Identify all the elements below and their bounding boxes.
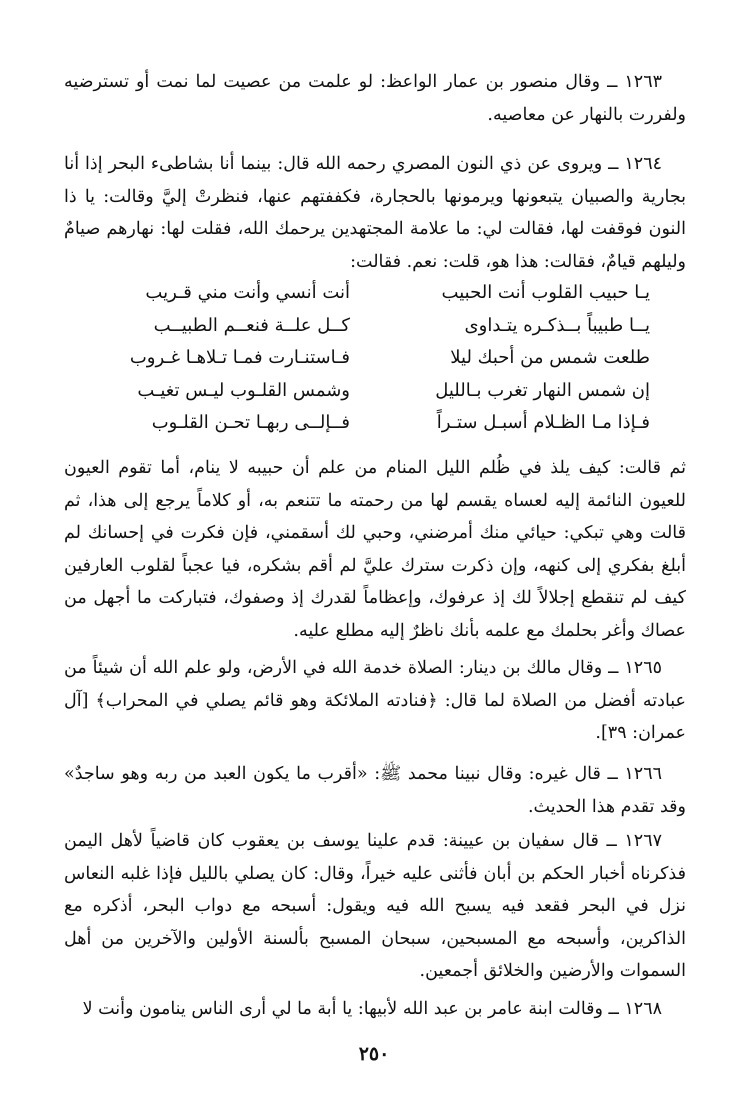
paragraph-text: ثم قالت: كيف يلذ في ظُلم الليل المنام من علم أن حبيبه لا ينام، أما تقوم العيون للعيون النائمة إليه لعساه يقسم لها من رحمته ما تتنعم به، أو كلاماً يرجع إلى هذا، ثم قالت وهي تبكي: حيائي منك أمرضني، وحبي لك أسقمني، فإن فكرت في إحسانك لم أبلغ بفكري إلى كنهه، وإن ذكرت سترك عليَّ لم أقم بشكره، فيا عجباً لقلوب العارفين كيف لم تنقطع إجلالاً لك إذ عرفوك، وإعظاماً لقدرك إذ وصفوك، فتباركت ما أجهل من عصاك وأغر بحلمك مع علمه بأنك ناظرٌ إليه مطلع عليه. <box>64 458 686 641</box>
poem <box>110 282 650 445</box>
poem-verse <box>110 412 650 445</box>
verse-first-hemistich: يــا طبيباً بــذكـره يتـداوى <box>464 314 650 336</box>
paragraph-1263 <box>64 66 686 131</box>
paragraph-1266 <box>64 758 686 823</box>
paragraph-1265 <box>64 652 686 750</box>
verse-first-hemistich: فـإذا مـا الظـلام أسبـل ستـراً <box>436 412 650 433</box>
poem-verse <box>110 380 650 413</box>
paragraph-1268 <box>64 993 686 1026</box>
page-number: ٢٥٠ <box>358 1043 390 1065</box>
paragraph-text: ١٢٦٥ ــ وقال مالك بن دينار: الصلاة خدمة الله في الأرض، ولو علم الله أن شيئاً من عبادته أفضل من الصلاة لما قال: ﴿فنادته الملائكة وهو قائم يصلي في المحراب﴾ [آل عمران: ٣٩]. <box>64 658 686 743</box>
verse-second-hemistich: فــإلــى ربهـا تحـن القلـوب <box>151 412 350 433</box>
paragraph-text: ١٢٦٨ ــ وقالت ابنة عامر بن عبد الله لأبيها: يا أبة ما لي أرى الناس ينامون وأنت لا <box>82 999 662 1019</box>
verse-second-hemistich: فـاستنـارت فمـا تـلاهـا غـروب <box>129 347 350 368</box>
verse-first-hemistich: يـا حبيب القلوب أنت الحبيب <box>441 282 650 303</box>
verse-first-hemistich: إن شمس النهار تغرب بـالليل <box>435 379 650 401</box>
paragraph-text: ١٢٦٤ ــ ويروى عن ذي النون المصري رحمه الله قال: بينما أنا بشاطىء البحر إذا أنا بجارية والصبيان يتبعونها ويرمونها بالحجارة، فكففتهم عنها، فنظرتْ إليَّ وقالت: يا ذا النون فوقفت لها، فقالت لي: ما علامة المجتهدين يرحمك الله، فقلت لها: نهارهم صيامٌ وليلهم قيامٌ، فقالت: هذا هو، قلت: نعم. فقالت: <box>64 154 686 272</box>
paragraph-continuation <box>64 452 686 647</box>
poem-verse <box>110 347 650 380</box>
paragraph-text: ١٢٦٣ ــ وقال منصور بن عمار الواعظ: لو علمت من عصيت لما نمت أو تسترضيه ولفررت بالنهار عن معاصيه. <box>64 72 686 125</box>
paragraph-1264 <box>64 148 686 278</box>
poem-verse <box>110 315 650 348</box>
paragraph-text: ١٢٦٧ ــ قال سفيان بن عيينة: قدم علينا يوسف بن يعقوب كان قاضياً لأهل اليمن فذكرناه أخبار الحكم بن أبان فأثنى عليه خيراً، وقال: كان يصلي بالليل فإذا غلبه النعاس نزل في البحر فقعد فيه يسبح الله فيه ويقول: أسبحه مع دواب البحر، أذكره مع الذاكرين، وأسبحه مع المسبحين، سبحان المسبح بألسنة الأولين والآخرين من أهل السموات والأرضين والخلائق أجمعين. <box>64 831 686 981</box>
verse-second-hemistich: وشمس القلـوب ليـس تغيـب <box>137 379 350 401</box>
paragraph-1267 <box>64 825 686 988</box>
poem-verse <box>110 282 650 315</box>
verse-second-hemistich: أنت أنسي وأنت مني قـريب <box>145 282 350 303</box>
verse-second-hemistich: كــل علــة فنعــم الطبيــب <box>153 314 350 336</box>
paragraph-text: ١٢٦٦ ــ قال غيره: وقال نبينا محمد ﷺ: «أقرب ما يكون العبد من ربه وهو ساجدٌ» وقد تقدم هذا الحديث. <box>64 764 686 817</box>
verse-first-hemistich: طلعت شمس من أحبك ليلا <box>450 347 650 368</box>
